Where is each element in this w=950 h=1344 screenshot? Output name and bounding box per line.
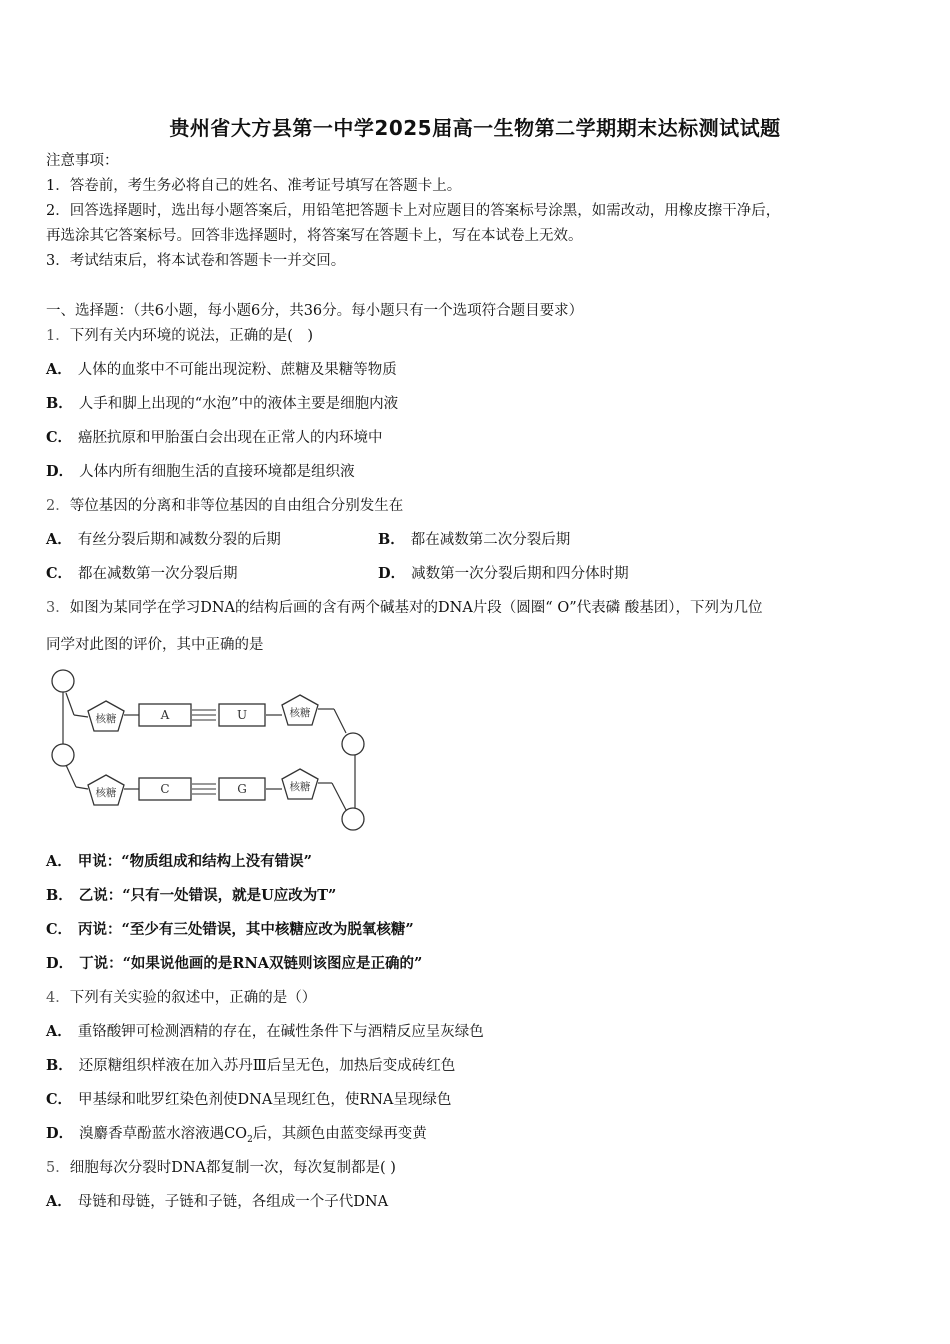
question-text: 如图为某同学在学习DNA的结构后画的含有两个碱基对的DNA片段（圆圈“ O”代表磷 酸基团），下列为几位 — [69, 600, 763, 616]
phosphate-circle — [52, 670, 74, 692]
question-text: 等位基因的分离和非等位基因的自由组合分别发生在 — [69, 498, 404, 514]
question-number: 1． — [46, 328, 70, 344]
backbone-line — [66, 693, 74, 715]
q3-option-c[interactable] — [46, 920, 414, 940]
option-label: C． — [46, 921, 73, 938]
base-label-g: G — [237, 782, 247, 796]
option-label: D． — [46, 1125, 74, 1142]
base-label-u: U — [236, 708, 248, 722]
question-1-stem — [46, 326, 313, 346]
option-text-pre: 溴麝香草酚蓝水溶液遇CO — [79, 1126, 248, 1142]
subscript: 2 — [247, 1134, 253, 1145]
question-text: 细胞每次分裂时DNA都复制一次，每次复制都是( ) — [69, 1160, 396, 1176]
option-label: C． — [46, 429, 73, 446]
question-5-stem — [46, 1158, 396, 1178]
q4-option-d[interactable] — [46, 1124, 427, 1150]
notice-item-3: 3．考试结束后，将本试卷和答题卡一并交回。 — [46, 253, 346, 269]
notice-item-2a: 2．回答选择题时，选出每小题答案后，用铅笔把答题卡上对应题目的答案标号涂黑，如需改动，用橡皮擦干净后， — [46, 203, 781, 219]
option-label: D． — [46, 955, 74, 972]
question-number: 3． — [46, 600, 70, 616]
sugar-label: 核糖 — [289, 781, 311, 793]
q3-option-a[interactable] — [46, 852, 312, 872]
option-text: 人体内所有细胞生活的直接环境都是组织液 — [79, 464, 355, 480]
question-text: 下列有关实验的叙述中，正确的是（） — [69, 990, 317, 1006]
q2-option-a[interactable] — [46, 530, 281, 550]
sugar-label: 核糖 — [289, 707, 311, 719]
sugar-label: 核糖 — [95, 713, 117, 725]
dna-fragment-diagram — [44, 665, 374, 835]
q3-option-d[interactable] — [46, 954, 422, 974]
question-2-stem — [46, 496, 403, 516]
q2-option-d[interactable] — [378, 564, 629, 584]
q2-option-c[interactable] — [46, 564, 238, 584]
question-4-stem — [46, 988, 316, 1008]
option-label: A． — [46, 853, 72, 870]
option-text: 重铬酸钾可检测酒精的存在，在碱性条件下与酒精反应呈灰绿色 — [77, 1024, 484, 1040]
question-text: 下列有关内环境的说法，正确的是( ) — [69, 328, 314, 344]
backbone-line — [332, 783, 346, 810]
option-label: C． — [46, 1091, 73, 1108]
q3-option-b[interactable] — [46, 886, 336, 906]
option-text: 人手和脚上出现的“水泡”中的液体主要是细胞内液 — [78, 396, 399, 412]
q4-option-b[interactable] — [46, 1056, 455, 1076]
option-text: 都在减数第二次分裂后期 — [410, 532, 571, 548]
option-label: C． — [46, 565, 73, 582]
q1-option-d[interactable] — [46, 462, 355, 482]
option-label: D． — [378, 565, 406, 582]
option-label: D． — [46, 463, 74, 480]
sugar-label: 核糖 — [95, 787, 117, 799]
q1-option-c[interactable] — [46, 428, 383, 448]
notice-heading: 注意事项： — [46, 153, 119, 169]
option-text: 丙说：“至少有三处错误，其中核糖应改为脱氧核糖” — [78, 921, 414, 938]
option-label: A． — [46, 531, 72, 548]
question-number: 2． — [46, 498, 70, 514]
option-text: 甲基绿和吡罗红染色剂使DNA呈现红色，使RNA呈现绿色 — [78, 1092, 452, 1108]
question-3-stem — [46, 598, 762, 618]
option-label: B． — [46, 395, 73, 412]
option-text: 甲说：“物质组成和结构上没有错误” — [77, 853, 312, 870]
question-3-stem-cont: 同学对此图的评价，其中正确的是 — [46, 637, 264, 653]
option-label: A． — [46, 1193, 72, 1210]
option-text: 还原糖组织样液在加入苏丹Ⅲ后呈无色，加热后变成砖红色 — [78, 1058, 456, 1074]
q1-option-b[interactable] — [46, 394, 398, 414]
option-text: 减数第一次分裂后期和四分体时期 — [411, 566, 629, 582]
option-label: A． — [46, 1023, 72, 1040]
option-text: 丁说：“如果说他画的是RNA双链则该图应是正确的” — [79, 955, 423, 972]
question-number: 4． — [46, 990, 70, 1006]
q1-option-a[interactable] — [46, 360, 397, 380]
page-title: 贵州省大方县第一中学2025届高一生物第二学期期末达标测试试题 — [169, 116, 781, 140]
notice-item-2b: 再选涂其它答案标号。回答非选择题时，将答案写在答题卡上，写在本试卷上无效。 — [46, 228, 583, 244]
option-label: B． — [46, 887, 73, 904]
base-label-c: C — [160, 782, 170, 796]
option-text: 都在减数第一次分裂后期 — [78, 566, 238, 582]
option-text: 癌胚抗原和甲胎蛋白会出现在正常人的内环境中 — [78, 430, 383, 446]
option-label: B． — [378, 531, 405, 548]
option-label: A． — [46, 361, 72, 378]
option-text-post: 后，其颜色由蓝变绿再变黄 — [252, 1126, 427, 1142]
q5-option-a[interactable] — [46, 1192, 388, 1212]
backbone-line — [66, 765, 76, 787]
phosphate-circle — [342, 808, 364, 830]
phosphate-circle — [342, 733, 364, 755]
q2-option-b[interactable] — [378, 530, 570, 550]
option-text: 人体的血浆中不可能出现淀粉、蔗糖及果糖等物质 — [77, 362, 397, 378]
notice-item-1: 1．答卷前，考生务必将自己的姓名、准考证号填写在答题卡上。 — [46, 178, 462, 194]
backbone-line — [334, 709, 346, 733]
option-text: 乙说：“只有一处错误，就是U应改为T” — [78, 887, 337, 904]
option-text: 有丝分裂后期和减数分裂的后期 — [77, 532, 281, 548]
option-label: B． — [46, 1057, 73, 1074]
section-heading: 一、选择题：（共6小题，每小题6分，共36分。每小题只有一个选项符合题目要求） — [46, 303, 584, 319]
question-number: 5． — [46, 1160, 70, 1176]
backbone-line — [74, 715, 88, 717]
base-label-a: A — [160, 708, 170, 722]
option-text: 母链和母链，子链和子链，各组成一个子代DNA — [77, 1194, 389, 1210]
q4-option-c[interactable] — [46, 1090, 451, 1110]
phosphate-circle — [52, 744, 74, 766]
q4-option-a[interactable] — [46, 1022, 484, 1042]
backbone-line — [76, 787, 88, 789]
